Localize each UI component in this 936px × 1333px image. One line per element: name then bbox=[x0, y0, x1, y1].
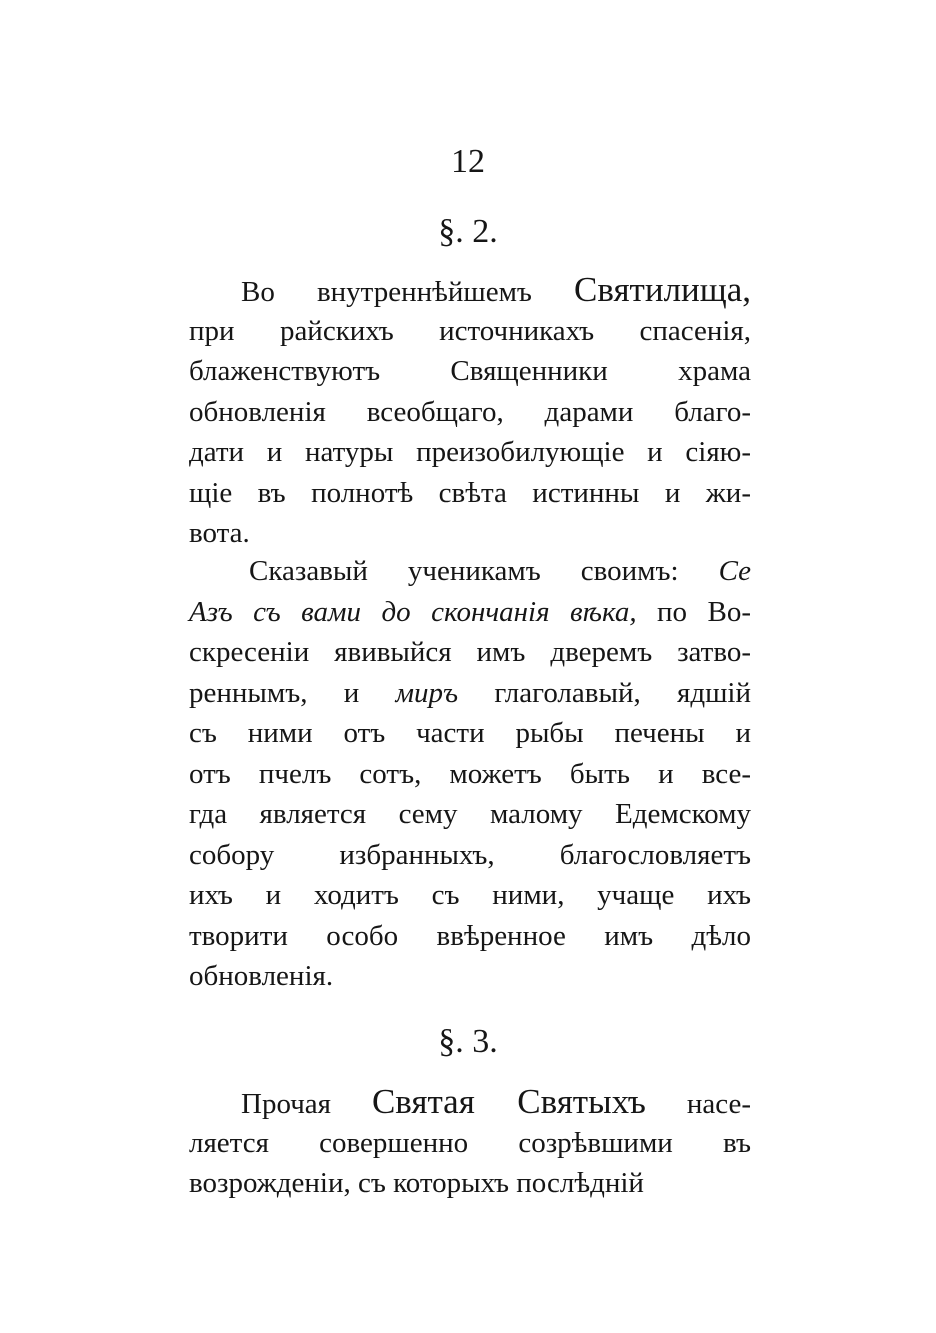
page-number: 12 bbox=[451, 143, 485, 180]
text-run: Се bbox=[718, 555, 751, 587]
text-line bbox=[189, 916, 751, 957]
paragraph bbox=[189, 551, 751, 997]
text-run: обновленія. bbox=[189, 960, 334, 992]
text-run: насе- bbox=[645, 1088, 751, 1120]
text-line bbox=[189, 673, 751, 714]
text-line bbox=[189, 392, 751, 433]
text-run: отъ пчелъ сотъ, можетъ быть и все- bbox=[189, 757, 751, 790]
text-run: ихъ и ходитъ съ ними, учаще ихъ bbox=[189, 879, 751, 911]
text-run: блаженствуютъ Священники храма bbox=[189, 355, 751, 387]
text-run: глаголавый, ядшій bbox=[458, 676, 751, 709]
text-line bbox=[189, 513, 751, 554]
text-run: Святая Святыхъ bbox=[371, 1082, 646, 1121]
text-run: творити особо ввѣренное имъ дѣло bbox=[189, 919, 751, 952]
text-run: при райскихъ источникахъ спасенія, bbox=[189, 314, 751, 347]
text-run: по Во- bbox=[636, 595, 751, 628]
text-run: реннымъ, и bbox=[189, 676, 396, 709]
text-line bbox=[189, 1163, 751, 1204]
text-line bbox=[189, 713, 751, 754]
text-run: Святилища, bbox=[574, 270, 751, 309]
text-line bbox=[189, 1123, 751, 1164]
text-run: миръ bbox=[395, 676, 459, 709]
text-run: Прочая bbox=[241, 1088, 372, 1120]
section-heading: §. 2. bbox=[438, 213, 498, 250]
text-run: Азъ съ вами до скончанія вѣка, bbox=[189, 595, 637, 628]
text-line bbox=[189, 875, 751, 916]
text-run: вота. bbox=[189, 517, 250, 549]
text-line bbox=[189, 592, 751, 633]
text-run: щіе въ полнотѣ свѣта истинны и жи- bbox=[189, 476, 751, 509]
text-line bbox=[189, 632, 751, 673]
text-line bbox=[189, 270, 751, 311]
text-line bbox=[189, 311, 751, 352]
text-line bbox=[189, 551, 751, 592]
text-run: Сказавый ученикамъ своимъ: bbox=[249, 555, 719, 587]
text-run: Во внутреннѣйшемъ bbox=[241, 276, 575, 308]
text-line bbox=[189, 835, 751, 876]
text-run: собору избранныхъ, благословляетъ bbox=[189, 838, 751, 871]
section-heading: §. 3. bbox=[438, 1023, 498, 1060]
text-line bbox=[189, 432, 751, 473]
paragraph bbox=[189, 1082, 751, 1204]
text-run: скресеніи явивыйся имъ дверемъ затво- bbox=[189, 636, 751, 668]
text-line bbox=[189, 1082, 751, 1123]
paragraph bbox=[189, 270, 751, 554]
text-line bbox=[189, 956, 751, 997]
text-line bbox=[189, 473, 751, 514]
text-run: ляется совершенно созрѣвшими въ bbox=[189, 1126, 751, 1159]
text-run: съ ними отъ части рыбы печены и bbox=[189, 717, 751, 749]
text-run: возрожденіи, съ которыхъ послѣдній bbox=[189, 1167, 644, 1199]
text-run: дати и натуры преизобилующіе и сіяю- bbox=[189, 436, 751, 468]
text-run: обновленія всеобщаго, дарами благо- bbox=[189, 395, 751, 428]
text-run: гда является сему малому Едемскому bbox=[189, 798, 751, 830]
text-line bbox=[189, 754, 751, 795]
text-line bbox=[189, 794, 751, 835]
text-line bbox=[189, 351, 751, 392]
